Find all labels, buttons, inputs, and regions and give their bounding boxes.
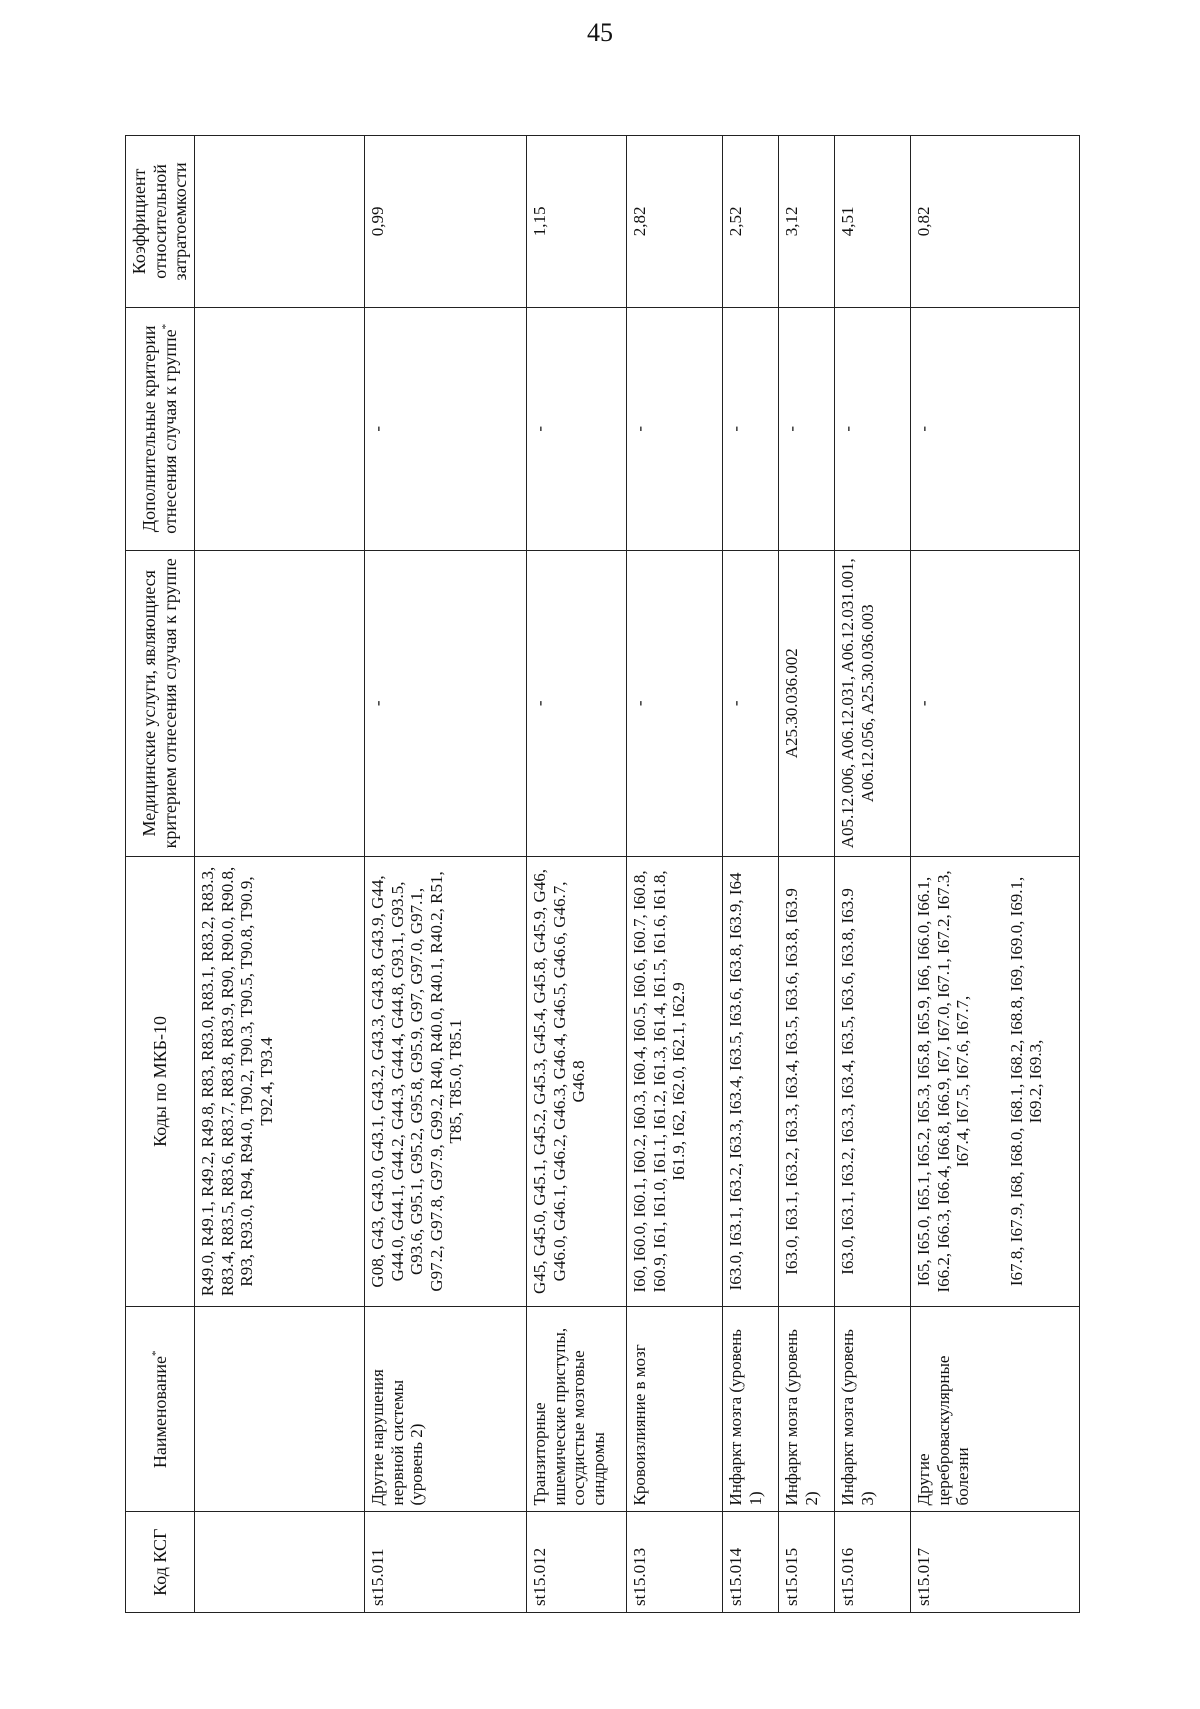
cell-name: Кровоизлияние в мозг <box>627 1307 723 1512</box>
cell-code <box>195 1512 365 1613</box>
header-name: Наименование* <box>126 1307 195 1512</box>
cell-services: A25.30.036.002 <box>779 550 835 856</box>
cell-mkb: I63.0, I63.1, I63.2, I63.3, I63.4, I63.5, I63.6, I63.8, I63.9 <box>779 856 835 1306</box>
cell-coef: 4,51 <box>835 136 911 308</box>
cell-code: st15.016 <box>835 1512 911 1613</box>
cell-name: Другие нарушения нервной системы (уровень 2) <box>365 1307 527 1512</box>
cell-services <box>195 550 365 856</box>
page-number: 45 <box>587 18 613 47</box>
cell-coef: 1,15 <box>527 136 627 308</box>
cell-services: A05.12.006, A06.12.031, A06.12.031.001, A06.12.056, A25.30.036.003 <box>835 550 911 856</box>
rotated-table-container <box>125 135 1080 1613</box>
ksg-table <box>125 135 1080 1613</box>
cell-coef: 3,12 <box>779 136 835 308</box>
header-code: Код КСГ <box>126 1512 195 1613</box>
cell-services: - <box>627 550 723 856</box>
cell-mkb: I60, I60.0, I60.1, I60.2, I60.3, I60.4, I60.5, I60.6, I60.7, I60.8, I60.9, I61, I61.0, I61.1, I61.2, I61.3, I61.4, I61.5, I61.6, I61.8, I61.9, I62, I62.0, I62.1, I62.9 <box>627 856 723 1306</box>
header-mkb: Коды по МКБ-10 <box>126 856 195 1306</box>
table-row <box>195 136 365 1613</box>
cell-mkb: I63.0, I63.1, I63.2, I63.3, I63.4, I63.5, I63.6, I63.8, I63.9 <box>835 856 911 1306</box>
header-coef: Коэффициент относительной затратоемкости <box>126 136 195 308</box>
cell-services: - <box>911 550 1080 856</box>
table-row <box>627 136 723 1613</box>
rotated-table-wrapper <box>125 135 1080 1613</box>
cell-code: st15.017 <box>911 1512 1080 1613</box>
table-row <box>835 136 911 1613</box>
header-criteria: Дополнительные критерии отнесения случая к группе* <box>126 307 195 550</box>
cell-coef: 0,82 <box>911 136 1080 308</box>
cell-criteria: - <box>779 307 835 550</box>
cell-mkb-part2: I67.8, I67.9, I68, I68.0, I68.1, I68.2, I68.8, I69, I69.0, I69.1, I69.2, I69.3, <box>1006 876 1046 1287</box>
cell-coef: 2,82 <box>627 136 723 308</box>
cell-mkb-part1: I65, I65.0, I65.1, I65.2, I65.3, I65.8, I65.9, I66, I66.0, I66.1, I66.2, I66.3, I66.4, I66.8, I66.9, I67, I67.0, I67.1, I67.2, I67.3, I67.4, I67.5, I67.6, I67.7, <box>914 870 973 1293</box>
header-services: Медицинские услуги, являющиеся критерием отнесения случая к группе <box>126 550 195 856</box>
cell-name <box>195 1307 365 1512</box>
cell-mkb <box>911 856 1080 1306</box>
cell-criteria: - <box>723 307 779 550</box>
cell-name: Инфаркт мозга (уровень 2) <box>779 1307 835 1512</box>
cell-criteria: - <box>835 307 911 550</box>
cell-code: st15.015 <box>779 1512 835 1613</box>
cell-name: Инфаркт мозга (уровень 3) <box>835 1307 911 1512</box>
table-row <box>779 136 835 1613</box>
cell-services: - <box>527 550 627 856</box>
cell-name: Транзиторные ишемические приступы, сосудистые мозговые синдромы <box>527 1307 627 1512</box>
cell-name: Другие цереброваскулярные болезни <box>911 1307 1080 1512</box>
cell-criteria: - <box>627 307 723 550</box>
cell-gap <box>973 863 1007 1300</box>
cell-criteria: - <box>911 307 1080 550</box>
table-row <box>527 136 627 1613</box>
cell-coef <box>195 136 365 308</box>
table-row <box>911 136 1080 1613</box>
cell-code: st15.012 <box>527 1512 627 1613</box>
cell-mkb: I63.0, I63.1, I63.2, I63.3, I63.4, I63.5, I63.6, I63.8, I63.9, I64 <box>723 856 779 1306</box>
cell-coef: 0,99 <box>365 136 527 308</box>
table-header-row <box>126 136 195 1613</box>
cell-name: Инфаркт мозга (уровень 1) <box>723 1307 779 1512</box>
cell-mkb: G45, G45.0, G45.1, G45.2, G45.3, G45.4, G45.8, G45.9, G46, G46.0, G46.1, G46.2, G46.3, G46.4, G46.5, G46.6, G46.7, G46.8 <box>527 856 627 1306</box>
cell-mkb: G08, G43, G43.0, G43.1, G43.2, G43.3, G43.8, G43.9, G44, G44.0, G44.1, G44.2, G44.3, G44.4, G44.8, G93.1, G93.5, G93.6, G95.1, G95.2, G95.8, G95.9, G97, G97.0, G97.1, G97.2, G97.8, G97.9, G99.2, R40, R40.0, R40.1, R40.2, R51, T85, T85.0, T85.1 <box>365 856 527 1306</box>
table-row <box>723 136 779 1613</box>
cell-criteria <box>195 307 365 550</box>
table-row <box>365 136 527 1613</box>
cell-code: st15.011 <box>365 1512 527 1613</box>
cell-coef: 2,52 <box>723 136 779 308</box>
cell-code: st15.014 <box>723 1512 779 1613</box>
cell-criteria: - <box>527 307 627 550</box>
cell-criteria: - <box>365 307 527 550</box>
cell-code: st15.013 <box>627 1512 723 1613</box>
cell-mkb: R49.0, R49.1, R49.2, R49.8, R83, R83.0, R83.1, R83.2, R83.3, R83.4, R83.5, R83.6, R83.7, R83.8, R83.9, R90, R90.0, R90.8, R93, R93.0, R94, R94.0, T90.2, T90.3, T90.5, T90.8, T90.9, T92.4, T93.4 <box>195 856 365 1306</box>
cell-services: - <box>723 550 779 856</box>
cell-services: - <box>365 550 527 856</box>
